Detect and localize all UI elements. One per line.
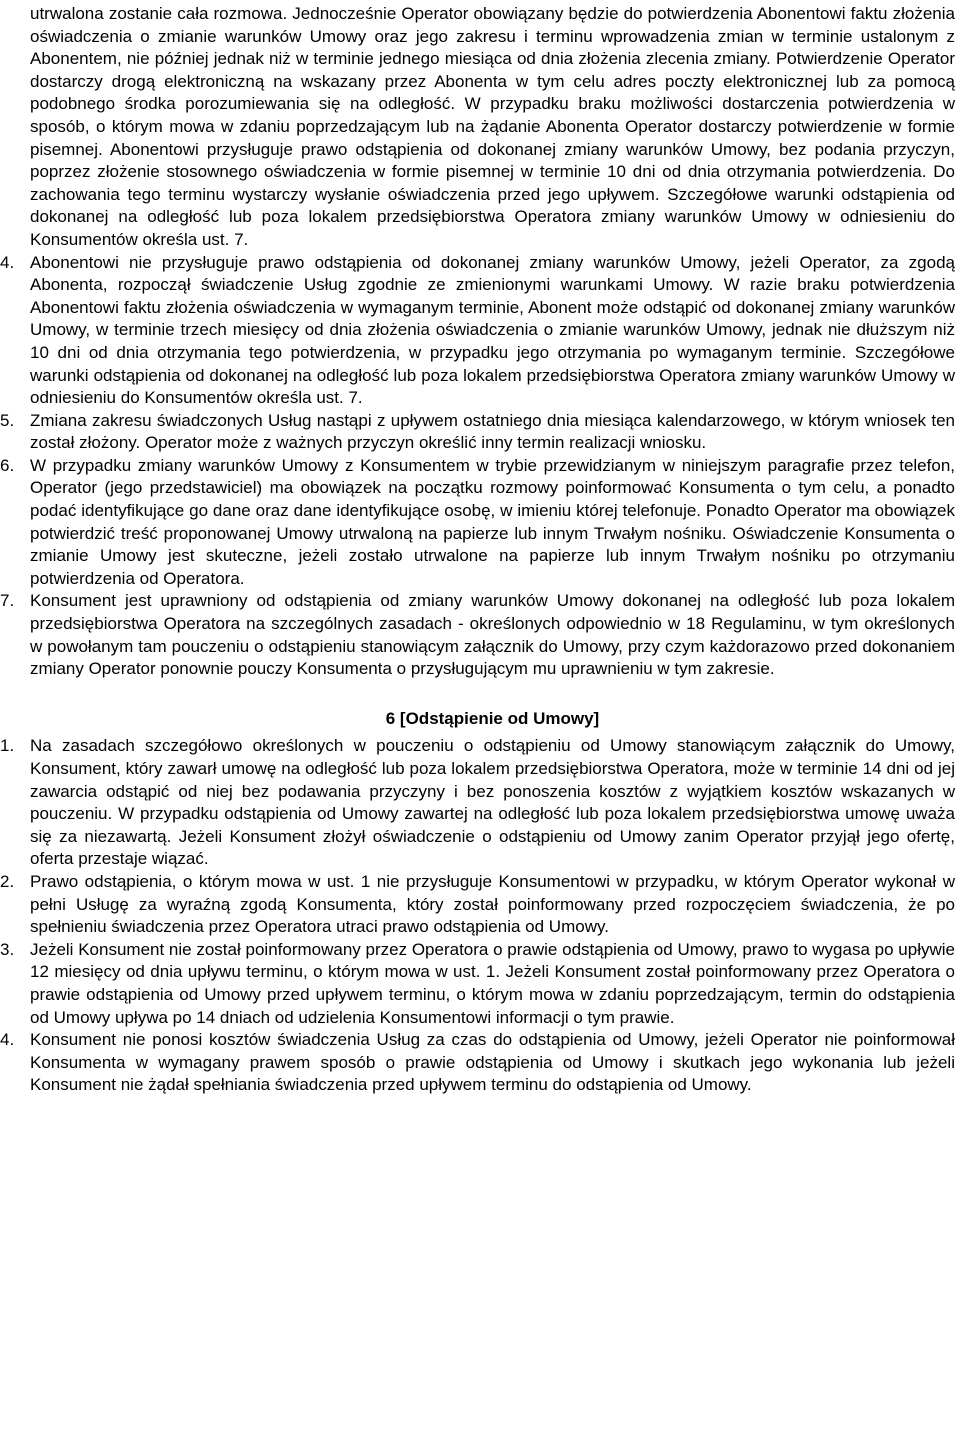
- list-item: [0, 871, 955, 939]
- list-item-text: Konsument jest uprawniony od odstąpienia od zmiany warunków Umowy dokonanej na odległość lub poza lokalem przedsiębiorstwa Operatora na szczególnych zasadach - określonych odpowiednio w 18 Regulaminu, w tym określonych w powołanym tam pouczeniu o odstąpieniu stanowiącym załącznik do Umowy, przy czym każdorazowo przed dokonaniem zmiany Operator ponownie pouczy Konsumenta o przysługującym mu uprawnieniu w tym zakresie.: [30, 591, 955, 679]
- list-item-text: Na zasadach szczegółowo określonych w pouczeniu o odstąpieniu od Umowy stanowiącym załącznik do Umowy, Konsument, który zawarł umowę na odległość lub poza lokalem przedsiębiorstwa Operatora, może w terminie 14 dni od jej zawarcia odstąpić od niej bez podawania przyczyny i bez ponoszenia kosztów z wyjątkiem kosztów wskazanych w pouczeniu. W przypadku odstąpienia od Umowy zawartej na odległość lub poza lokalem przedsiębiorstwa umowę uważa się za niezawartą. Jeżeli Konsument złożył oświadczenie o odstąpieniu od Umowy zanim Operator przyjął jego ofertę, oferta przestaje wiązać.: [30, 736, 955, 869]
- list-item-text: W przypadku zmiany warunków Umowy z Konsumentem w trybie przewidzianym w niniejszym paragrafie przez telefon, Operator (jego przedstawiciel) ma obowiązek na początku rozmowy poinformować Konsumenta o tym celu, a ponadto podać identyfikujące go dane oraz dane identyfikujące osobę, w imieniu której telefonuje. Ponadto Operator ma obowiązek potwierdzić treść proponowanej Umowy utrwaloną na papierze lub innym Trwałym nośniku. Oświadczenie Konsumenta o zmianie Umowy jest skuteczne, jeżeli zostało utrwalone na papierze lub innym Trwałym nośniku po otrzymaniu potwierdzenia od Operatora.: [30, 455, 955, 588]
- list-item-number: 2.: [0, 871, 15, 891]
- list-item-text: Konsument nie ponosi kosztów świadczenia Usług za czas do odstąpienia od Umowy, jeżeli Operator nie poinformował Konsumenta w wymagany prawem sposób o prawie odstąpienia od Umowy i skutkach jego wykonania lub jeżeli Konsument nie żądał spełniania świadczenia przed upływem terminu do odstąpienia od Umowy.: [30, 1030, 955, 1095]
- list-item-text: Jeżeli Konsument nie został poinformowany przez Operatora o prawie odstąpienia od Umowy, prawo to wygasa po upływie 12 miesięcy od dnia upływu terminu, o którym mowa w ust. 1. Jeżeli Konsument został poinformowany przez Operatora o prawie odstąpienia od Umowy przed upływem terminu, o którym mowa w zdaniu poprzedzającym, termin do odstąpienia od Umowy upływa po 14 dniach od udzielenia Konsumentowi informacji o tym prawie.: [30, 939, 955, 1027]
- list-item-number: 4.: [0, 1030, 15, 1050]
- amendment-list: [0, 252, 955, 681]
- list-item: [0, 939, 955, 1029]
- list-item: [0, 590, 955, 680]
- list-item-text: Abonentowi nie przysługuje prawo odstąpienia od dokonanej zmiany warunków Umowy, jeżeli Operator, za zgodą Abonenta, rozpoczął świadczenie Usług zgodnie ze zmienionymi warunkami Umowy. W razie braku potwierdzenia Abonentowi faktu złożenia oświadczenia w wymaganym terminie, Abonent może odstąpić od dokonanej zmiany warunków Umowy, w terminie trzech miesięcy od dnia złożenia oświadczenia o zmianie warunków Umowy, jednak nie dłuższym niż 10 dni od dnia otrzymania tego potwierdzenia, w przypadku jego otrzymania po wymaganym terminie. Szczegółowe warunki odstąpienia od dokonanej na odległość lub poza lokalem przedsiębiorstwa Operatora zmiany warunków Umowy w odniesieniu do Konsumentów określa ust. 7.: [30, 252, 955, 408]
- continuation-paragraph: utrwalona zostanie cała rozmowa. Jednocześnie Operator obowiązany będzie do potwierdzenia Abonentowi faktu złożenia oświadczenia o zmianie warunków Umowy oraz jego zakresu i terminu wprowadzenia zmian w terminie ustalonym z Abonentem, nie później jednak niż w terminie jednego miesiąca od dnia złożenia zlecenia zmiany. Potwierdzenie Operator dostarczy drogą elektroniczną na wskazany przez Abonenta w tym celu adres poczty elektronicznej lub za pomocą podobnego środka porozumiewania się na odległość. W przypadku braku możliwości dostarczenia potwierdzenia w sposób, o którym mowa w zdaniu poprzedzającym lub na żądanie Abonenta Operator dostarczy potwierdzenie w formie pisemnej. Abonentowi przysługuje prawo odstąpienia od dokonanej zmiany warunków Umowy, bez podania przyczyn, poprzez złożenie stosownego oświadczenia w formie pisemnej w terminie 10 dni od dnia otrzymania potwierdzenia. Do zachowania tego terminu wystarczy wysłanie oświadczenia przed jego upływem. Szczegółowe warunki odstąpienia od dokonanej na odległość lub poza lokalem przedsiębiorstwa Operatora zmiany warunków Umowy w odniesieniu do Konsumentów określa ust. 7.: [30, 4, 955, 249]
- list-item-number: 3.: [0, 939, 15, 959]
- list-item: [0, 252, 955, 410]
- document-page: [0, 3, 955, 1097]
- list-item-number: 7.: [0, 591, 15, 611]
- list-item: [0, 1029, 955, 1097]
- list-item-text: Zmiana zakresu świadczonych Usług nastąpi z upływem ostatniego dnia miesiąca kalendarzowego, w którym wniosek ten został złożony. Operator może z ważnych przyczyn określić inny termin realizacji wniosku.: [30, 410, 955, 453]
- section-heading: 6 [Odstąpienie od Umowy]: [385, 708, 600, 728]
- list-item-number: 6.: [0, 455, 15, 475]
- list-item-number: 1.: [0, 736, 15, 756]
- list-item: [0, 735, 955, 871]
- list-item-number: 5.: [0, 410, 15, 430]
- list-item: [0, 455, 955, 591]
- list-item-number: 4.: [0, 252, 15, 272]
- list-item: [0, 410, 955, 455]
- list-item-text: Prawo odstąpienia, o którym mowa w ust. 1 nie przysługuje Konsumentowi w przypadku, w którym Operator wykonał w pełni Usługę za wyraźną zgodą Konsumenta, który został poinformowany przed rozpoczęciem świadczenia, że po spełnieniu świadczenia przez Operatora utraci prawo odstąpienia od Umowy.: [30, 871, 955, 937]
- withdrawal-list: [0, 735, 955, 1097]
